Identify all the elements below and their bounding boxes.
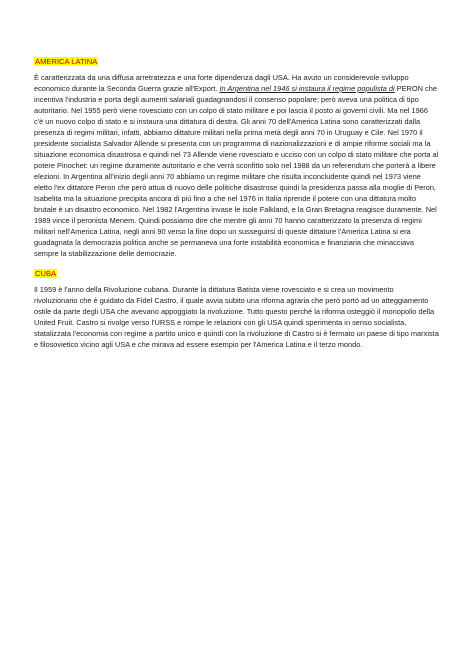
- paragraph-text-after: PERON che incentiva l'industria e porta degli aumenti salariali guadagnandosi il consenso popolare; però aveva una politica di tipo autoritario. Nel 1955 però viene rovesciato con un colpo di stato militare e poi lascia il posto ai governi civili. Ma nel 1966 c'è un nuovo colpo di stato e si instaura una dittatura di destra. Gli anni 70 dell'America Latina sono caratterizzati dalla presenza di regimi militari, infatti, abbiamo dittature militari nella prima metà degli anni 70 in Uruguay e Cile. Nel 1970 il presidente socialista Salvador Allende si presenta con un programma di nazionalizzazioni e di ampie riforme sociali ma la situazione economica disastrosa e quindi nel 73 Allende viene rovesciato e ucciso con un colpo di stato militare che porta al potere Pinochet: un regime duramente autoritario e che verrà sconfitto solo nel 1988 da un referendum che porterà a libere elezioni. In Argentina all'inizio degli anni 70 abbiamo un regime militare che risulta inconcludente quindi nel 1973 viene eletto l'ex dittatore Peron che però attua di nuovo delle politiche disastrose quindi la presidenza passa alla moglie di Peron, Isabelita ma la situazione precipita ancora di più fino a che nel 1976 in Italia riprende il potere con una dittatura molto brutale è un disastro economico. Nel 1982 l'Argentina invase le isole Falkland, e la Gran Bretagna reagisce duramente. Nel 1989 vince il peronista Menem. Quindi possiamo dire che mentre gli anni 70 hanno caratterizzato la presenza di regimi militari nell'America Latina, negli anni 90 verso la fine dopo un susseguirsi di queste dittature l'America Latina si era guadagnata la democrazia politica anche se permaneva una forte instabilità economica e finanziaria che minacciava sempre la stabilizzazione delle democrazie.: [34, 84, 439, 258]
- heading-cuba: CUBA: [35, 269, 57, 278]
- section-america-latina: [34, 56, 439, 259]
- paragraph-cuba: Il 1959 è l'anno della Rivoluzione cubana. Durante la dittatura Batista viene rovesciato e si crea un movimento rivoluzionario che è guidato da Fidel Castro, il quale avvia subito una riforma agraria che però portò ad un atteggiamento ostile da parte degli USA che avevano appoggiato la rivoluzione. Tutto questo perché la riforma osteggiò il monopolio della United Fruit. Castro si rivolge verso l'URSS e rompe le relazioni con gli USA quindi sperimenta in senso socialista, statalizzata l'economia con regime a partito unico e quindi con la rivoluzione di Castro si è fermato un paese di tipo marxista e filosovietico vicino agli USA e che mirava ad essere esempio per l'America Latina e il terzo mondo.: [34, 285, 439, 349]
- section-cuba: [34, 268, 439, 350]
- paragraph-text-before: È caratterizzata da una diffusa arretratezza e una forte dipendenza dagli USA. Ha avuto un considerevole sviluppo economico durante la Seconda Guerra grazie all'Export.: [34, 73, 409, 93]
- paragraph-america-latina: [34, 72, 439, 259]
- heading-america-latina: AMERICA LATINA: [35, 57, 98, 66]
- paragraph-text-underlined: In Argentina nel 1946 si instaura il regime populista di: [219, 84, 395, 93]
